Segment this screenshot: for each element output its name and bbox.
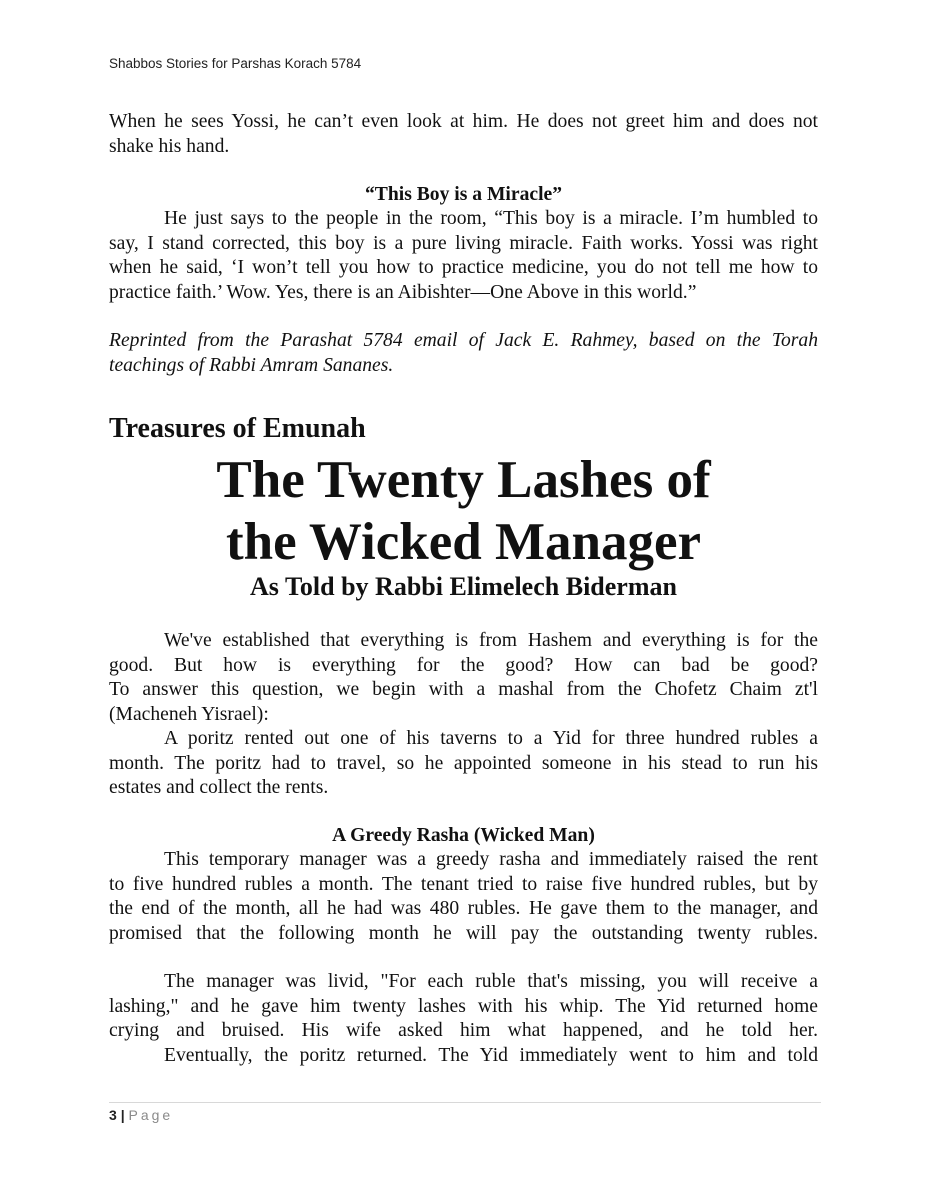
- paragraph: [109, 848, 818, 946]
- paragraph: [109, 110, 818, 159]
- paragraph: [109, 629, 818, 727]
- text-line: say, I stand corrected, this boy is a pure living miracle. Faith works. Yossi was right: [109, 232, 818, 254]
- title-line: The Twenty Lashes of: [216, 451, 711, 509]
- text-line: when he said, ‘I won’t tell you how to practice medicine, you do not tell me how to: [109, 257, 818, 278]
- subheading-miracle: “This Boy is a Miracle”: [364, 184, 563, 205]
- text-line: practice faith.’ Wow. Yes, there is an Aibishter—One Above in this world.”: [109, 281, 697, 303]
- text-line: good. But how is everything for the good? How can bad be good?: [109, 654, 818, 676]
- page-label: Page: [128, 1107, 174, 1123]
- article-subtitle: As Told by Rabbi Elimelech Biderman: [250, 572, 677, 601]
- text-line: shake his hand.: [109, 135, 230, 157]
- text-line: estates and collect the rents.: [109, 777, 329, 798]
- page-number: 3: [109, 1107, 117, 1123]
- paragraph: [109, 207, 818, 305]
- text-line: (Macheneh Yisrael):: [109, 703, 269, 725]
- text-line: A poritz rented out one of his taverns to a Yid for three hundred rubles a: [164, 728, 818, 749]
- credit-paragraph: [109, 329, 818, 378]
- text-line: Eventually, the poritz returned. The Yid immediately went to him and told: [164, 1044, 818, 1066]
- title-line: the Wicked Manager: [225, 513, 701, 571]
- running-header: Shabbos Stories for Parshas Korach 5784: [109, 56, 362, 71]
- text-line: to five hundred rubles a month. The tenant tried to raise five hundred rubles, but by: [109, 873, 818, 895]
- footer-divider: [109, 1102, 821, 1103]
- section-heading: Treasures of Emunah: [109, 413, 366, 444]
- text-line: lashing," and he gave him twenty lashes with his whip. The Yid returned home: [109, 995, 818, 1017]
- text-line: He just says to the people in the room, “This boy is a miracle. I’m humbled to: [164, 208, 818, 229]
- article-title: [0, 449, 927, 573]
- text-line: month. The poritz had to travel, so he appointed someone in his stead to run his: [109, 752, 818, 774]
- paragraph: [109, 727, 818, 801]
- text-line: crying and bruised. His wife asked him what happened, and he told her.: [109, 1020, 818, 1041]
- page-footer: [109, 1107, 173, 1123]
- text-line: promised that the following month he will pay the outstanding twenty rubles.: [109, 922, 818, 944]
- text-line: Reprinted from the Parashat 5784 email of Jack E. Rahmey, based on the Torah: [109, 330, 818, 351]
- footer-separator: |: [120, 1107, 125, 1123]
- subheading-greedy-rasha: A Greedy Rasha (Wicked Man): [332, 825, 595, 846]
- text-line: the end of the month, all he had was 480 rubles. He gave them to the manager, and: [109, 898, 818, 919]
- text-line: teachings of Rabbi Amram Sananes.: [109, 354, 394, 376]
- text-line: This temporary manager was a greedy rasha and immediately raised the rent: [164, 849, 818, 870]
- text-line: When he sees Yossi, he can’t even look at him. He does not greet him and does not: [109, 111, 818, 132]
- text-line: We've established that everything is from Hashem and everything is for the: [164, 630, 818, 651]
- text-line: The manager was livid, "For each ruble that's missing, you will receive a: [164, 971, 818, 992]
- text-line: To answer this question, we begin with a mashal from the Chofetz Chaim zt'l: [109, 679, 818, 700]
- paragraph: [109, 970, 818, 1068]
